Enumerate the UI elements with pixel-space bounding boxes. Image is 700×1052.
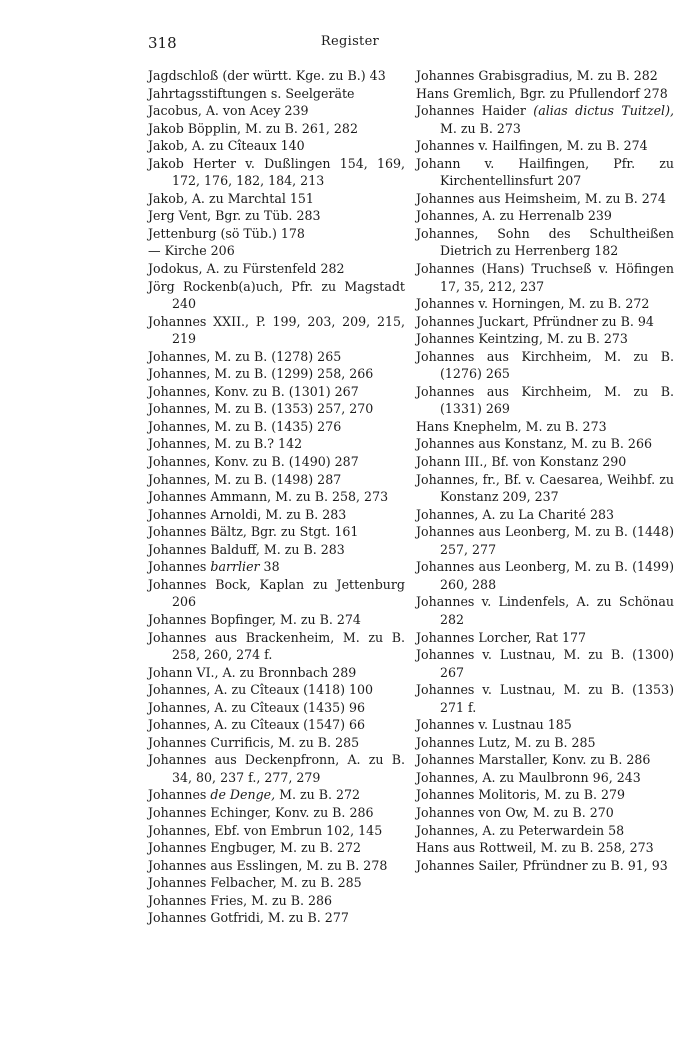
- index-entry: [416, 102, 674, 137]
- index-entry: [148, 523, 405, 541]
- index-entry: [148, 751, 405, 786]
- index-entry: [416, 804, 674, 822]
- index-entry: [416, 646, 674, 681]
- index-entry-text: Johannes aus Heimsheim, M. zu B. 274: [416, 190, 666, 206]
- index-entry-text: Hans Gremlich, Bgr. zu Pfullendorf 278: [416, 85, 668, 101]
- index-entry-text: Johannes, M. zu B. (1299) 258, 266: [148, 366, 374, 382]
- index-entry: [416, 67, 674, 85]
- index-entry-text: Johannes, A. zu Cîteaux (1435) 96: [148, 699, 366, 715]
- index-entry-text: 38: [259, 559, 280, 575]
- index-entry: [416, 523, 674, 558]
- index-entry-text: Johannes, M. zu B. (1353) 257, 270: [148, 401, 374, 417]
- index-column-left: [148, 67, 405, 927]
- index-entry: [416, 383, 674, 418]
- index-entry-italic-text: barrlier: [210, 559, 260, 575]
- index-entry-text: Johannes XXII., P. 199, 203, 209, 215, 219: [148, 313, 405, 347]
- index-entry-text: Hans aus Rottweil, M. zu B. 258, 273: [416, 840, 654, 856]
- index-entry: [148, 155, 405, 190]
- index-entry: [416, 839, 674, 857]
- index-entry: [148, 67, 405, 85]
- index-entry-text: Johannes, A. zu Maulbronn 96, 243: [416, 769, 641, 785]
- index-entry: [148, 313, 405, 348]
- index-entry: [148, 804, 405, 822]
- index-entry: [416, 85, 674, 103]
- index-entry: [416, 330, 674, 348]
- index-entry-text: Johannes Balduff, M. zu B. 283: [148, 541, 345, 557]
- index-entry-text: Hans Knephelm, M. zu B. 273: [416, 418, 607, 434]
- index-entry-text: Johannes v. Lindenfels, A. zu Schönau 282: [416, 594, 674, 627]
- index-entry: [416, 786, 674, 804]
- index-entry: [416, 137, 674, 155]
- index-entry-text: Jakob Böpplin, M. zu B. 261, 282: [148, 120, 358, 136]
- index-entry-text: Johannes Lutz, M. zu B. 285: [416, 734, 596, 750]
- index-entry: [148, 242, 405, 260]
- index-entry-text: Johannes, A. zu Cîteaux (1418) 100: [148, 682, 374, 698]
- index-entry: [148, 892, 405, 910]
- index-entry-text: Johannes Marstaller, Konv. zu B. 286: [416, 752, 651, 768]
- index-entry: [416, 435, 674, 453]
- index-entry: [148, 207, 405, 225]
- index-entry-text: Johannes, fr., Bf. v. Caesarea, Weihbf. zu Konstanz 209, 237: [416, 471, 674, 505]
- running-head: Register: [320, 34, 380, 49]
- index-entry: [148, 365, 405, 383]
- index-entry: [148, 558, 405, 576]
- index-entry-text: Jodokus, A. zu Fürstenfeld 282: [148, 261, 345, 277]
- index-entry: [148, 716, 405, 734]
- index-entry: [148, 874, 405, 892]
- index-entry-text: Jörg Rockenb(a)uch, Pfr. zu Magstadt 240: [148, 278, 405, 312]
- index-entry: [416, 593, 674, 628]
- index-entry: [148, 629, 405, 664]
- index-entry: [148, 348, 405, 366]
- index-entry: [148, 506, 405, 524]
- index-entry: [416, 453, 674, 471]
- index-entry: [148, 909, 405, 927]
- index-entry: [416, 629, 674, 647]
- index-entry: [148, 137, 405, 155]
- index-entry: [416, 471, 674, 506]
- index-entry: [148, 734, 405, 752]
- index-entry-text: Johannes Lorcher, Rat 177: [416, 629, 586, 645]
- index-entry-text: — Kirche 206: [148, 243, 235, 259]
- index-entry-text: Johann VI., A. zu Bronnbach 289: [148, 664, 357, 680]
- index-entry: [416, 506, 674, 524]
- page-number: 318: [148, 34, 177, 52]
- index-entry: [416, 260, 674, 295]
- index-entry: [416, 751, 674, 769]
- index-entry: [148, 85, 405, 103]
- index-entry-text: Johannes aus Leonberg, M. zu B. (1499) 260, 288: [416, 559, 674, 592]
- index-entry: [148, 664, 405, 682]
- index-entry-text: Johannes v. Lustnau 185: [416, 717, 572, 733]
- index-entry-text: M. zu B. 273: [440, 120, 521, 136]
- index-entry-italic-text: (alias dictus Tuitzel),: [533, 103, 674, 119]
- index-entry: [148, 453, 405, 471]
- index-entry-text: Johannes Sailer, Pfründner zu B. 91, 93: [416, 857, 668, 873]
- index-entry-text: Johannes Arnoldi, M. zu B. 283: [148, 506, 347, 522]
- index-entry: [416, 225, 674, 260]
- index-entry-text: Jagdschloß (der württ. Kge. zu B.) 43: [148, 68, 386, 83]
- index-entry: [148, 681, 405, 699]
- index-entry: [148, 611, 405, 629]
- index-entry: [148, 190, 405, 208]
- index-entry: [148, 857, 405, 875]
- index-entry: [416, 558, 674, 593]
- index-entry-text: Johannes Molitoris, M. zu B. 279: [416, 787, 626, 803]
- index-entry: [416, 716, 674, 734]
- index-entry-text: Johannes, M. zu B. (1278) 265: [148, 348, 342, 364]
- index-entry: [416, 207, 674, 225]
- index-entry: [416, 295, 674, 313]
- index-entry: [416, 190, 674, 208]
- index-entry-text: Johannes Fries, M. zu B. 286: [148, 892, 333, 908]
- index-entry-text: Johannes, A. zu Cîteaux (1547) 66: [148, 717, 366, 733]
- index-entry: [148, 418, 405, 436]
- index-entry-text: Jerg Vent, Bgr. zu Tüb. 283: [148, 208, 321, 224]
- index-entry: [416, 822, 674, 840]
- index-entry-text: Johannes Gotfridi, M. zu B. 277: [148, 910, 349, 926]
- index-entry-text: Johannes von Ow, M. zu B. 270: [416, 804, 614, 820]
- index-entry-text: Johannes: [148, 559, 211, 575]
- index-entry: [148, 260, 405, 278]
- index-entry: [416, 155, 674, 190]
- index-entry-text: Johann v. Hailfingen, Pfr. zu Kirchentellinsfurt 207: [416, 155, 674, 189]
- index-entry-text: Johannes v. Lustnau, M. zu B. (1300) 267: [416, 647, 674, 680]
- index-entry-text: Johannes, M. zu B. (1498) 287: [148, 471, 342, 487]
- index-entry: [148, 225, 405, 243]
- index-entry-text: Johannes Bältz, Bgr. zu Stgt. 161: [148, 524, 359, 540]
- index-entry: [416, 857, 674, 875]
- index-entry-text: Jakob, A. zu Cîteaux 140: [148, 138, 305, 154]
- index-entry-text: Johannes aus Deckenpfronn, A. zu B. 34, 80, 237 f., 277, 279: [148, 752, 405, 785]
- index-entry-text: Johannes Grabisgradius, M. zu B. 282: [416, 68, 658, 83]
- index-entry-text: Johannes aus Konstanz, M. zu B. 266: [416, 436, 652, 452]
- index-entry-text: Johannes v. Horningen, M. zu B. 272: [416, 296, 650, 312]
- index-entry-text: Jacobus, A. von Acey 239: [148, 103, 309, 119]
- index-entry-text: Johannes (Hans) Truchseß v. Höfingen 17, 35, 212, 237: [416, 261, 674, 294]
- index-entry-text: Johannes aus Kirchheim, M. zu B. (1331) 269: [416, 383, 674, 417]
- index-entry: [416, 313, 674, 331]
- index-entry-text: Johannes, Konv. zu B. (1490) 287: [148, 454, 359, 470]
- index-entry-text: Jahrtagsstiftungen s. Seelgeräte: [148, 85, 355, 101]
- index-entry: [148, 120, 405, 138]
- index-entry-text: Johannes Echinger, Konv. zu B. 286: [148, 804, 374, 820]
- index-column-right: [416, 67, 674, 874]
- index-entry: [148, 786, 405, 804]
- index-entry-text: Johannes Juckart, Pfründner zu B. 94: [416, 313, 654, 329]
- index-entry: [148, 278, 405, 313]
- index-entry: [148, 435, 405, 453]
- index-entry-text: Johannes Felbacher, M. zu B. 285: [148, 875, 362, 891]
- index-entry: [148, 822, 405, 840]
- index-entry-text: Johannes Ammann, M. zu B. 258, 273: [148, 489, 389, 505]
- index-entry-text: Johannes Currificis, M. zu B. 285: [148, 734, 360, 750]
- index-entry: [148, 471, 405, 489]
- index-entry-text: Johannes aus Leonberg, M. zu B. (1448) 257, 277: [416, 524, 674, 557]
- index-entry-text: Johannes v. Lustnau, M. zu B. (1353) 271 f.: [416, 682, 674, 715]
- index-entry: [416, 769, 674, 787]
- index-entry-text: Johannes, Sohn des Schultheißen Dietrich zu Herrenberg 182: [416, 225, 674, 259]
- index-entry: [416, 734, 674, 752]
- index-entry-text: Johannes, A. zu Peterwardein 58: [416, 822, 625, 838]
- index-entry-text: Johannes v. Hailfingen, M. zu B. 274: [416, 138, 648, 154]
- index-entry-text: Johannes Bopfinger, M. zu B. 274: [148, 611, 361, 627]
- index-entry: [148, 383, 405, 401]
- index-entry-text: Johannes, Konv. zu B. (1301) 267: [148, 383, 359, 399]
- index-entry: [148, 400, 405, 418]
- index-entry-text: Johannes aus Kirchheim, M. zu B. (1276) 265: [416, 348, 674, 382]
- index-entry: [148, 839, 405, 857]
- index-entry-text: Johannes, M. zu B.? 142: [148, 436, 303, 452]
- index-entry: [416, 681, 674, 716]
- index-entry-text: Johann III., Bf. von Konstanz 290: [416, 454, 627, 470]
- index-entry-text: Johannes Bock, Kaplan zu Jettenburg 206: [148, 576, 405, 610]
- index-entry: [148, 576, 405, 611]
- index-entry-text: Johannes Haider: [416, 103, 534, 119]
- index-entry: [148, 102, 405, 120]
- index-entry-text: Johannes aus Brackenheim, M. zu B. 258, 260, 274 f.: [148, 629, 405, 663]
- index-entry: [148, 488, 405, 506]
- index-entry-text: Johannes, A. zu La Charité 283: [416, 506, 614, 522]
- index-entry: [148, 699, 405, 717]
- index-entry-text: Johannes aus Esslingen, M. zu B. 278: [148, 857, 388, 873]
- index-entry-text: Johannes, Ebf. von Embrun 102, 145: [148, 822, 383, 838]
- index-entry-text: Johannes, A. zu Herrenalb 239: [416, 208, 612, 224]
- index-entry-text: Jakob Herter v. Dußlingen 154, 169, 172, 176, 182, 184, 213: [148, 155, 405, 189]
- index-entry-text: Johannes Engbuger, M. zu B. 272: [148, 840, 362, 856]
- index-entry-text: Jettenburg (sö Tüb.) 178: [148, 225, 305, 241]
- index-entry-text: Jakob, A. zu Marchtal 151: [148, 190, 314, 206]
- index-entry: [148, 541, 405, 559]
- index-entry-text: Johannes Keintzing, M. zu B. 273: [416, 331, 628, 347]
- index-entry-text: M. zu B. 272: [275, 787, 361, 803]
- index-entry: [416, 348, 674, 383]
- index-entry-text: Johannes: [148, 787, 211, 803]
- index-entry-text: Johannes, M. zu B. (1435) 276: [148, 418, 342, 434]
- index-entry: [416, 418, 674, 436]
- index-entry-italic-text: de Denge,: [210, 787, 276, 803]
